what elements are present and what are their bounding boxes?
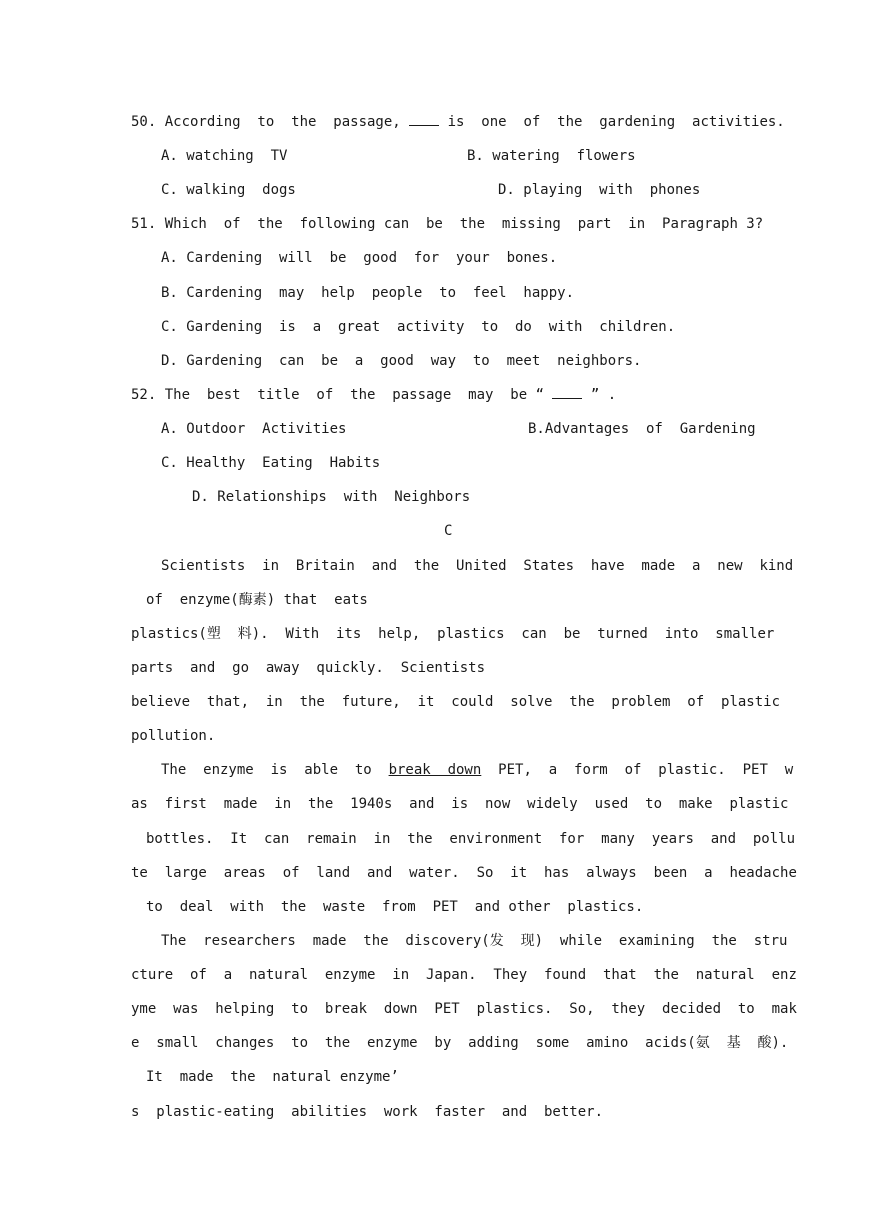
paragraph-2-line: to deal with the waste from PET and other plastics. — [146, 899, 644, 915]
paragraph-3-line: The researchers made the discovery(发 现) while examining the stru — [161, 933, 788, 949]
paragraph-2-line: as first made in the 1940s and is now widely used to make plastic — [131, 796, 789, 812]
question-50-option-c: C. walking dogs — [161, 182, 296, 198]
question-52-option-c: C. Healthy Eating Habits — [161, 455, 381, 471]
paragraph-2-line: te large areas of land and water. So it has always been a headache — [131, 865, 797, 881]
paragraph-3-line: yme was helping to break down PET plastics. So, they decided to mak — [131, 1001, 797, 1017]
question-52-option-a: A. Outdoor Activities — [161, 421, 347, 437]
answer-blank — [552, 386, 582, 399]
paragraph-3-line: s plastic-eating abilities work faster and better. — [131, 1104, 604, 1120]
section-label: C — [444, 523, 453, 539]
paragraph-1-line: Scientists in Britain and the United States have made a new kind — [161, 558, 794, 574]
paragraph-1-line: pollution. — [131, 728, 216, 744]
question-52-stem-start: 52. The best title of the passage may be “ — [131, 387, 553, 403]
question-52-option-b: B.Advantages of Gardening — [528, 421, 756, 437]
question-50-stem — [131, 113, 785, 131]
paragraph-2-line — [161, 761, 793, 779]
paragraph-3-line: e small changes to the enzyme by adding some amino acids(氨 基 酸). — [131, 1035, 789, 1051]
paragraph-1-line: parts and go away quickly. Scientists — [131, 660, 486, 676]
paragraph-2-text: The enzyme is able to — [161, 762, 389, 778]
paragraph-2-text: PET, a form of plastic. PET w — [481, 762, 794, 778]
question-50-option-d: D. playing with phones — [498, 182, 701, 198]
question-51-option-b: B. Cardening may help people to feel happy. — [161, 285, 575, 301]
answer-blank — [409, 113, 439, 126]
question-50-option-a: A. watching TV — [161, 148, 288, 164]
question-51-stem: 51. Which of the following can be the missing part in Paragraph 3? — [131, 216, 764, 232]
paragraph-1-line: plastics(塑 料). With its help, plastics can be turned into smaller — [131, 626, 775, 642]
question-50-stem-end: is one of the gardening activities. — [439, 114, 785, 130]
underlined-phrase: break down — [388, 762, 482, 778]
question-52-stem-end: ” . — [582, 387, 617, 403]
paragraph-3-line: It made the natural enzyme’ — [146, 1069, 399, 1085]
paragraph-2-line: bottles. It can remain in the environment for many years and pollu — [146, 831, 796, 847]
question-51-option-c: C. Gardening is a great activity to do with children. — [161, 319, 676, 335]
question-51-option-d: D. Gardening can be a good way to meet neighbors. — [161, 353, 642, 369]
paragraph-1-line: of enzyme(酶素) that eats — [146, 592, 368, 608]
paragraph-3-line: cture of a natural enzyme in Japan. They found that the natural enz — [131, 967, 797, 983]
question-52-option-d: D. Relationships with Neighbors — [192, 489, 471, 505]
paragraph-1-line: believe that, in the future, it could solve the problem of plastic — [131, 694, 781, 710]
question-50-option-b: B. watering flowers — [467, 148, 636, 164]
question-50-stem-start: 50. According to the passage, — [131, 114, 410, 130]
question-52-stem — [131, 386, 616, 404]
question-51-option-a: A. Cardening will be good for your bones. — [161, 250, 558, 266]
